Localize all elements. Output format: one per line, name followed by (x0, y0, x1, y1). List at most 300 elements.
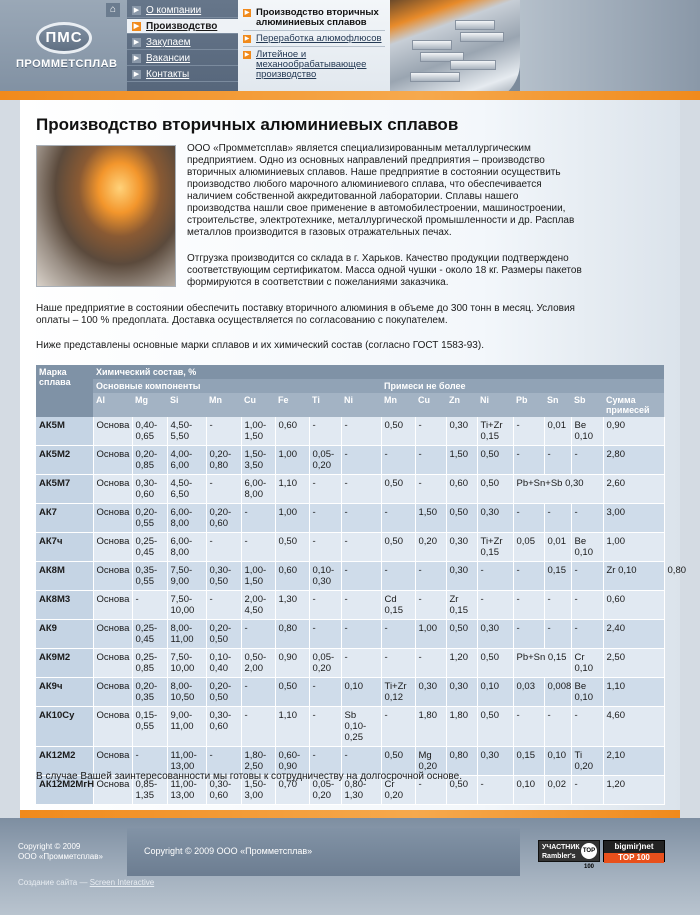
table-cell: Ti 0,20 (571, 747, 603, 776)
table-cell: - (341, 446, 381, 475)
table-cell: 0,80-1,30 (341, 776, 381, 805)
table-cell: Mg 0,20 (415, 747, 446, 776)
footer-orange-strip (20, 810, 680, 818)
table-cell: - (415, 446, 446, 475)
subnav-item-label: Производство вторичных алюминиевых сплавов (256, 7, 379, 28)
home-icon[interactable]: ⌂ (106, 3, 120, 17)
table-cell: - (241, 620, 275, 649)
table-row (36, 533, 664, 562)
table-cell: Ti+Zr 0,15 (477, 417, 513, 446)
table-cell: 0,10-0,30 (309, 562, 341, 591)
alloy-grade-cell: АК7 (36, 504, 93, 533)
rambler-num: TOP 100 (581, 843, 597, 859)
table-cell: 0,20 (415, 533, 446, 562)
col-header: Mn (206, 393, 241, 417)
subnav-divider (243, 46, 385, 47)
table-cell: Cr 0,10 (571, 649, 603, 678)
table-cell: - (381, 620, 415, 649)
nav-item-label: Производство (146, 21, 218, 32)
table-cell: - (415, 562, 446, 591)
alloy-grade-cell: АК5М7 (36, 475, 93, 504)
header-orange-strip (0, 91, 700, 100)
alloy-grade-cell: АК9 (36, 620, 93, 649)
table-cell: - (309, 504, 341, 533)
arrow-right-icon: ▶ (133, 7, 140, 14)
table-cell: - (341, 533, 381, 562)
footer-copyright-line2: ООО «Промметсплав» (18, 852, 103, 861)
alloy-grade-cell: АК5М (36, 417, 93, 446)
table-cell: 0,30-0,60 (206, 776, 241, 805)
table-cell: 0,35-0,55 (132, 562, 167, 591)
rambler-counter-badge[interactable] (538, 840, 600, 870)
table-cell: - (206, 533, 241, 562)
table-cell: 0,60 (446, 475, 477, 504)
table-cell: 0,20-0,55 (132, 504, 167, 533)
table-cell: - (241, 504, 275, 533)
table-cell: - (341, 747, 381, 776)
ingot-shape (460, 32, 504, 42)
col-header: Сумма примесей (603, 393, 664, 417)
table-cell: 0,90 (275, 649, 309, 678)
col-header: Sb (571, 393, 603, 417)
header-decor (520, 0, 700, 100)
table-row (36, 678, 664, 707)
table-cell: 0,50 (381, 417, 415, 446)
table-cell: 2,00-4,50 (241, 591, 275, 620)
table-cell: Основа (93, 591, 132, 620)
table-cell: - (206, 475, 241, 504)
table-cell: 7,50-10,00 (167, 649, 206, 678)
table-cell: 1,00 (603, 533, 664, 562)
table-cell: 4,50-6,50 (167, 475, 206, 504)
col-header: Sn (544, 393, 571, 417)
table-cell: - (341, 475, 381, 504)
table-cell: Cr 0,20 (381, 776, 415, 805)
table-cell: 0,50 (446, 504, 477, 533)
table-cell: 1,50 (415, 504, 446, 533)
table-cell: 4,60 (603, 707, 664, 747)
col-header-main: Основные компоненты (93, 379, 381, 393)
table-cell: Ti+Zr 0,12 (381, 678, 415, 707)
table-cell: 0,30-0,60 (206, 707, 241, 747)
footer-center-copyright: Copyright © 2009 ООО «Промметсплав» (144, 846, 313, 856)
table-cell: Sb 0,10-0,25 (341, 707, 381, 747)
table-cell: 0,20-0,35 (132, 678, 167, 707)
table-cell: 1,50-3,50 (241, 446, 275, 475)
subnav-divider (243, 30, 385, 31)
table-cell: - (341, 649, 381, 678)
table-cell: - (415, 475, 446, 504)
table-cell: - (381, 504, 415, 533)
table-cell: 0,10 (477, 678, 513, 707)
molten-metal-photo (36, 145, 176, 287)
table-cell: - (571, 620, 603, 649)
table-cell: 0,05-0,20 (309, 776, 341, 805)
table-cell: - (571, 446, 603, 475)
arrow-right-icon: ▶ (133, 55, 140, 62)
table-cell: - (513, 446, 544, 475)
subnav-item-foundry[interactable] (238, 50, 390, 80)
table-cell: 0,05-0,20 (309, 446, 341, 475)
table-cell: 0,30-0,50 (206, 562, 241, 591)
table-cell: 0,30 (415, 678, 446, 707)
table-cell: 0,30 (446, 678, 477, 707)
table-cell: 0,50 (381, 475, 415, 504)
shipping-paragraph: Отгрузка производится со склада в г. Харьков. Качество продукции подтверждено соответствующим сертификатом. Масса одной чушки - около 18 кг. Размеры пакетов формируются в соответствии с пожеланиями заказчика. (187, 253, 582, 288)
logo-emblem[interactable]: ПМС (36, 22, 92, 54)
table-cell: 0,10 (513, 776, 544, 805)
bigmir-line2: TOP 100 (604, 853, 664, 863)
footer-center-panel (127, 828, 520, 876)
table-cell: - (415, 417, 446, 446)
table-cell: 8,00-11,00 (167, 620, 206, 649)
table-cell: Основа (93, 446, 132, 475)
made-by-link[interactable]: Screen Interactive (89, 878, 155, 887)
table-cell: 1,10 (603, 678, 664, 707)
table-cell: 0,25-0,45 (132, 620, 167, 649)
table-cell: 0,50-2,00 (241, 649, 275, 678)
table-cell: 1,50 (446, 446, 477, 475)
table-cell: 0,50 (381, 533, 415, 562)
alloy-grade-cell: АК9ч (36, 678, 93, 707)
table-cell: 0,60 (275, 562, 309, 591)
table-cell: - (309, 591, 341, 620)
table-cell: Pb+Sn+Sb 0,30 (513, 475, 603, 504)
table-cell: - (309, 475, 341, 504)
table-cell: Be 0,10 (571, 678, 603, 707)
table-cell: - (513, 707, 544, 747)
logo-text[interactable]: ПРОММЕТСПЛАВ (16, 58, 118, 70)
table-cell: - (206, 747, 241, 776)
table-cell: - (513, 504, 544, 533)
table-cell: 7,50-10,00 (167, 591, 206, 620)
table-cell: 0,15 (513, 747, 544, 776)
table-cell: Основа (93, 747, 132, 776)
table-cell: 1,10 (275, 707, 309, 747)
table-cell: 0,30 (477, 504, 513, 533)
col-header: Ni (477, 393, 513, 417)
col-header: Mn (381, 393, 415, 417)
table-cell: 0,30 (446, 562, 477, 591)
table-cell: Ti+Zr 0,15 (477, 533, 513, 562)
table-cell: 1,20 (446, 649, 477, 678)
table-cell: - (571, 707, 603, 747)
made-by-prefix: Создание сайта — (18, 878, 88, 887)
table-cell: 4,00-6,00 (167, 446, 206, 475)
table-row (36, 649, 664, 678)
table-cell: - (341, 504, 381, 533)
col-header-chem: Химический состав, % (93, 365, 664, 379)
table-cell: - (381, 562, 415, 591)
table-cell: 0,80 (275, 620, 309, 649)
subnav-item-label: Переработка алюмофлюсов (256, 33, 382, 44)
table-cell: - (381, 649, 415, 678)
arrow-right-icon: ▶ (244, 36, 250, 42)
table-cell: 6,00-8,00 (241, 475, 275, 504)
col-header: Fe (275, 393, 309, 417)
table-cell: - (544, 707, 571, 747)
col-header: Cu (241, 393, 275, 417)
table-cell: 0,02 (544, 776, 571, 805)
sub-nav (238, 0, 390, 103)
nav-item-purchase[interactable] (127, 35, 238, 50)
table-cell: 0,40-0,65 (132, 417, 167, 446)
table-row (36, 707, 664, 747)
table-cell: 0,90 (603, 417, 664, 446)
table-cell: 11,00-13,00 (167, 747, 206, 776)
table-cell: - (241, 707, 275, 747)
supply-paragraph: Наше предприятие в состоянии обеспечить поставку вторичного алюминия в объеме до 300 тонн в месяц. Условия оплаты – 100 % предоплата. Доставка осуществляется по согласованию с покупателем. (36, 303, 575, 326)
table-cell: - (513, 562, 544, 591)
table-cell: Основа (93, 707, 132, 747)
table-cell: 0,50 (381, 747, 415, 776)
table-cell: - (381, 446, 415, 475)
table-cell: - (571, 562, 603, 591)
table-cell: 2,50 (603, 649, 664, 678)
alloy-grade-cell: АК9М2 (36, 649, 93, 678)
col-header: Ni (341, 393, 381, 417)
table-cell: - (309, 747, 341, 776)
table-cell: - (513, 620, 544, 649)
table-cell: - (544, 446, 571, 475)
column-header-row (36, 393, 664, 417)
table-cell: 2,80 (603, 446, 664, 475)
nav-item-contacts[interactable] (127, 67, 238, 82)
table-cell: - (309, 707, 341, 747)
table-cell: Be 0,10 (571, 417, 603, 446)
closing-paragraph: В случае Вашей заинтересованности мы готовы к сотрудничеству на долгосрочной основе. (36, 771, 462, 782)
alloy-grade-cell: АК7ч (36, 533, 93, 562)
table-cell: - (571, 504, 603, 533)
table-cell: - (341, 620, 381, 649)
table-cell: 0,15 (544, 562, 571, 591)
page-title: Производство вторичных алюминиевых сплавов (36, 115, 459, 134)
table-row (36, 475, 664, 504)
table-cell: Основа (93, 649, 132, 678)
table-cell: Основа (93, 562, 132, 591)
table-cell: 0,20-0,85 (132, 446, 167, 475)
footer-copyright (18, 842, 103, 862)
table-cell: 6,00-8,00 (167, 533, 206, 562)
arrow-right-icon: ▶ (133, 39, 140, 46)
table-row (36, 504, 664, 533)
main-nav (127, 0, 238, 100)
table-cell: Be 0,10 (571, 533, 603, 562)
table-cell: - (513, 417, 544, 446)
table-cell: 0,30 (446, 533, 477, 562)
alloy-grade-cell: АК12М2МгН (36, 776, 93, 805)
table-cell: - (571, 776, 603, 805)
table-cell: 1,10 (275, 475, 309, 504)
table-cell: 0,60-0,90 (275, 747, 309, 776)
site-footer (0, 818, 700, 915)
table-cell: 0,50 (275, 533, 309, 562)
table-cell: 1,80 (446, 707, 477, 747)
table-cell: - (513, 591, 544, 620)
col-header: Ti (309, 393, 341, 417)
table-cell: 1,50-3,00 (241, 776, 275, 805)
logo-area[interactable] (0, 0, 127, 100)
alloy-grade-cell: АК5М2 (36, 446, 93, 475)
table-cell: 0,20-0,80 (206, 446, 241, 475)
nav-item-vacancies[interactable] (127, 51, 238, 66)
table-cell: - (477, 776, 513, 805)
table-cell: 0,01 (544, 417, 571, 446)
table-cell: Cd 0,15 (381, 591, 415, 620)
table-cell: Основа (93, 776, 132, 805)
table-cell: 0,30-0,60 (132, 475, 167, 504)
table-cell: - (309, 417, 341, 446)
table-cell: Основа (93, 417, 132, 446)
subnav-item-alumoflux[interactable] (238, 34, 390, 44)
arrow-right-icon: ▶ (244, 52, 250, 58)
table-cell: Основа (93, 533, 132, 562)
table-cell: 2,10 (603, 747, 664, 776)
col-header: Cu (415, 393, 446, 417)
table-cell: 1,00 (275, 504, 309, 533)
table-cell: Zr 0,15 (446, 591, 477, 620)
nav-item-label: Закупаем (146, 37, 191, 48)
table-cell: Основа (93, 475, 132, 504)
table-cell: - (341, 591, 381, 620)
table-cell: - (415, 776, 446, 805)
table-cell: 0,60 (275, 417, 309, 446)
table-cell: 6,00-8,00 (167, 504, 206, 533)
ingot-shape (450, 60, 496, 70)
table-intro-paragraph: Ниже представлены основные марки сплавов и их химический состав (согласно ГОСТ 1583-93). (36, 340, 484, 351)
table-cell: - (341, 417, 381, 446)
ingot-shape (455, 20, 495, 30)
table-cell: 0,05-0,20 (309, 649, 341, 678)
alloy-grade-cell: АК8М3 (36, 591, 93, 620)
footer-made-by (18, 878, 154, 887)
table-cell: 0,50 (275, 678, 309, 707)
table-cell: - (381, 707, 415, 747)
bigmir-line1: bigmir)net (614, 842, 654, 851)
table-body (36, 417, 687, 805)
table-cell: 0,10 (341, 678, 381, 707)
table-cell: - (206, 417, 241, 446)
table-row (36, 417, 664, 446)
subnav-item-label: Литейное и механообрабатывающее производство (256, 49, 367, 80)
table-row: АК8М Основа 0,35-0,55 7,50-9,00 0,30-0,50 1,00-1,50 0,60 0,10-0,30 - - - 0,30 - - 0,15 - Zr 0,10 0,80 (36, 562, 664, 591)
alloy-composition-table (36, 365, 687, 805)
col-header: Pb (513, 393, 544, 417)
table-cell: 0,60 (603, 591, 664, 620)
table-cell: 1,00 (275, 446, 309, 475)
subnav-item-secondary-alloys[interactable] (238, 8, 390, 28)
table-cell: 7,50-9,00 (167, 562, 206, 591)
table-cell: - (241, 533, 275, 562)
col-header-grade: Марка сплава (36, 365, 93, 417)
table-cell: 1,80 (415, 707, 446, 747)
nav-item-label: Вакансии (146, 53, 191, 64)
table-cell: 0,03 (513, 678, 544, 707)
table-cell: 0,008 (544, 678, 571, 707)
table-cell: - (309, 620, 341, 649)
arrow-right-icon: ▶ (133, 71, 140, 78)
table-cell: 0,50 (477, 649, 513, 678)
table-cell: 3,00 (603, 504, 664, 533)
intro-paragraph: ООО «Промметсплав» является специализированным металлургическим предприятием. Одно из основных направлений предприятия – производство вторичных алюминиевых сплавов. Наше предприятие в состоянии осуществить производство любого марочного алюминиевого сплава, что обеспечивается наличием собственной аккредитованной лаборатории. Сплавы нашего производства нашли свое применение в автомобилестроении, машиностроении, строительстве, электротехнике, металлургической промышленности и др. Расплав металлов производится в газовых отражательных печах. (187, 143, 575, 238)
alloy-grade-cell: АК8М (36, 562, 93, 591)
table-cell: Zr 0,10 (603, 562, 664, 591)
table-cell: 1,80-2,50 (241, 747, 275, 776)
table-cell: - (571, 591, 603, 620)
table-cell: 0,50 (477, 707, 513, 747)
nav-item-production[interactable] (127, 19, 238, 34)
table-cell: 1,00-1,50 (241, 417, 275, 446)
table-cell: 0,20-0,50 (206, 620, 241, 649)
table-cell: 0,30 (477, 620, 513, 649)
table-cell: - (544, 591, 571, 620)
table-cell: Pb+Sn 0,15 (513, 649, 571, 678)
table-cell: - (132, 591, 167, 620)
table-cell: - (241, 678, 275, 707)
nav-item-about[interactable] (127, 3, 238, 18)
table-cell: - (341, 562, 381, 591)
table-cell: 1,30 (275, 591, 309, 620)
arrow-right-icon: ▶ (133, 23, 140, 30)
table-cell: 11,00-13,00 (167, 776, 206, 805)
table-cell: - (477, 562, 513, 591)
table-cell: 0,70 (275, 776, 309, 805)
table-cell: 4,50-5,50 (167, 417, 206, 446)
table-cell: - (544, 504, 571, 533)
table-cell: 0,05 (513, 533, 544, 562)
table-cell: 0,30 (446, 417, 477, 446)
ingot-shape (410, 72, 460, 82)
table-row (36, 591, 664, 620)
table-cell: 0,10-0,40 (206, 649, 241, 678)
col-header-impurities: Примеси не более (381, 379, 664, 393)
table-cell: - (309, 533, 341, 562)
alloy-composition-table-wrap (36, 365, 687, 805)
col-header: Zn (446, 393, 477, 417)
table-cell: 0,10 (544, 747, 571, 776)
table-cell: 0,20-0,50 (206, 678, 241, 707)
ingot-shape (412, 40, 452, 50)
table-cell: 0,80 (446, 747, 477, 776)
footer-copyright-line1: Copyright © 2009 (18, 842, 81, 851)
table-cell: 1,00 (415, 620, 446, 649)
table-cell: 1,00-1,50 (241, 562, 275, 591)
alloy-grade-cell: АК10Су (36, 707, 93, 747)
table-cell: 0,25-0,45 (132, 533, 167, 562)
alloy-grade-cell: АК12М2 (36, 747, 93, 776)
table-cell: 8,00-10,50 (167, 678, 206, 707)
table-cell: 2,40 (603, 620, 664, 649)
nav-item-label: О компании (146, 5, 202, 16)
table-cell: 0,50 (446, 620, 477, 649)
nav-item-label: Контакты (146, 69, 190, 80)
table-cell: - (206, 591, 241, 620)
main-content (20, 100, 687, 812)
table-row (36, 620, 664, 649)
col-header: Si (167, 393, 206, 417)
table-cell: Основа (93, 678, 132, 707)
table-cell: Основа (93, 620, 132, 649)
table-cell: - (132, 747, 167, 776)
bigmir-counter-badge[interactable] (603, 840, 665, 862)
table-cell: 0,50 (477, 475, 513, 504)
table-cell: 0,15-0,55 (132, 707, 167, 747)
table-cell: Основа (93, 504, 132, 533)
table-cell: - (309, 678, 341, 707)
table-cell: 0,01 (544, 533, 571, 562)
rambler-line2: Rambler's (542, 853, 576, 860)
table-cell: - (544, 620, 571, 649)
